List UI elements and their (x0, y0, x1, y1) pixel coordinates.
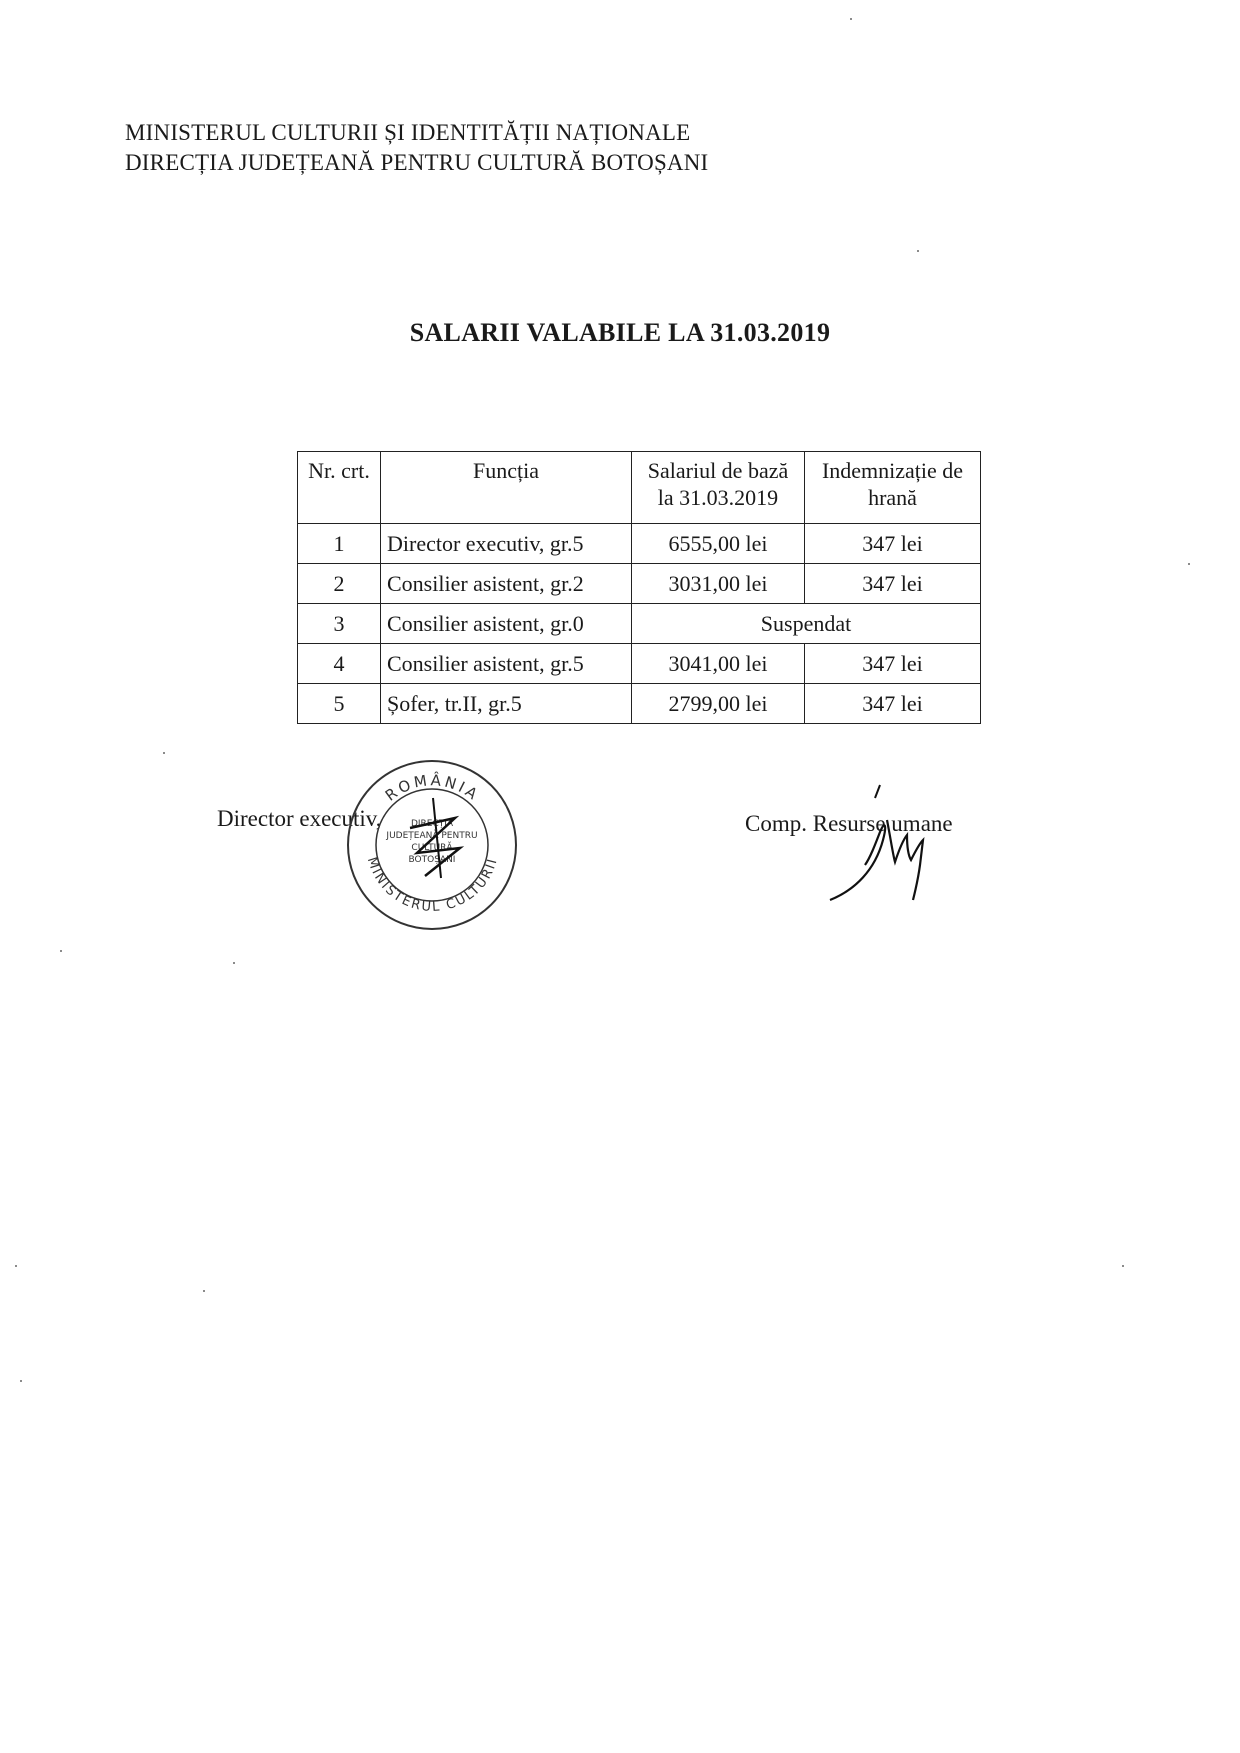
scan-speck (917, 250, 919, 252)
scan-speck (163, 752, 165, 754)
scan-speck (15, 1265, 17, 1267)
scan-speck (1122, 1265, 1124, 1267)
table-row (298, 604, 981, 644)
row-functia: Consilier asistent, gr.5 (381, 644, 632, 684)
header-nr: Nr. crt. (298, 452, 381, 524)
row-functia: Director executiv, gr.5 (381, 524, 632, 564)
row-suspended-status: Suspendat (632, 604, 981, 644)
table-header-row (298, 452, 981, 524)
scan-speck (1188, 563, 1190, 565)
scan-speck (60, 950, 62, 952)
row-indemnizatie: 347 lei (805, 564, 981, 604)
institution-header (125, 118, 708, 178)
table-row (298, 684, 981, 724)
stamp-center-line1: DIRECȚIA (410, 819, 454, 829)
official-stamp-icon (345, 758, 520, 933)
scan-speck (233, 962, 235, 964)
row-salariu: 3031,00 lei (632, 564, 805, 604)
header-salariu: Salariul de bază la 31.03.2019 (632, 452, 805, 524)
row-nr: 3 (298, 604, 381, 644)
row-salariu: 6555,00 lei (632, 524, 805, 564)
row-functia: Consilier asistent, gr.2 (381, 564, 632, 604)
stamp-center-line4: BOTOȘANI (408, 855, 456, 865)
scan-speck (850, 18, 852, 20)
stamp-center-line3: CULTURĂ (411, 843, 453, 853)
stamp-center-line2: JUDEȚEANĂ PENTRU (386, 831, 478, 841)
handwritten-signature-icon (815, 780, 965, 915)
stamp-top-text: ROMÂNIA (381, 771, 484, 805)
row-salariu: 2799,00 lei (632, 684, 805, 724)
row-nr: 4 (298, 644, 381, 684)
stamp-bottom-text: MINISTERUL CULTURII (363, 855, 501, 916)
table-row (298, 564, 981, 604)
row-functia: Șofer, tr.II, gr.5 (381, 684, 632, 724)
row-salariu: 3041,00 lei (632, 644, 805, 684)
table-row (298, 644, 981, 684)
scan-speck (20, 1380, 22, 1382)
row-nr: 5 (298, 684, 381, 724)
salary-table (297, 451, 981, 724)
row-indemnizatie: 347 lei (805, 684, 981, 724)
hr-signature-label: Comp. Resurse umane (745, 811, 953, 836)
row-nr: 2 (298, 564, 381, 604)
scan-speck (203, 1290, 205, 1292)
directorate-name: DIRECȚIA JUDEȚEANĂ PENTRU CULTURĂ BOTOȘANI (125, 150, 709, 175)
director-signature-label: Director executiv, (217, 806, 382, 831)
table-row (298, 524, 981, 564)
row-functia: Consilier asistent, gr.0 (381, 604, 632, 644)
row-nr: 1 (298, 524, 381, 564)
row-indemnizatie: 347 lei (805, 524, 981, 564)
header-indemnizatie: Indemnizație de hrană (805, 452, 981, 524)
header-functia: Funcția (381, 452, 632, 524)
ministry-name: MINISTERUL CULTURII ȘI IDENTITĂȚII NAȚIONALE (125, 120, 691, 145)
document-title: SALARII VALABILE LA 31.03.2019 (409, 318, 831, 347)
row-indemnizatie: 347 lei (805, 644, 981, 684)
